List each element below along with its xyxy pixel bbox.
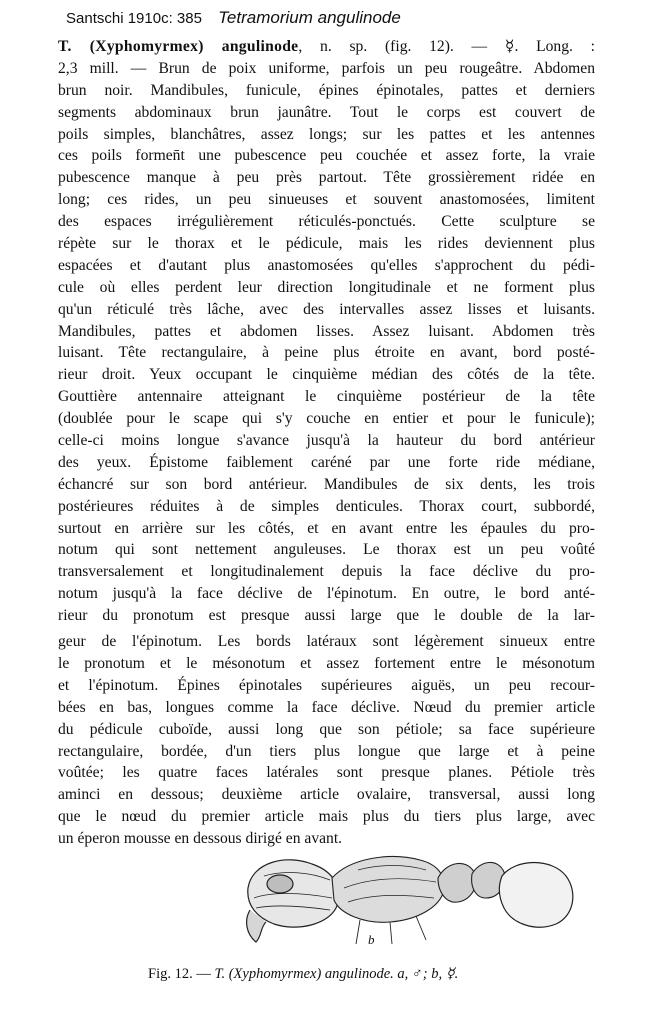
- description-line: voûtée; les quatre faces latérales sont presque planes. Pétiole très: [58, 764, 595, 782]
- description-line: postérieures réduites à de simples denticules. Thorax court, subbordé,: [58, 497, 595, 515]
- description-line: rieur droit. Yeux occupant le cinquième médian des côtés de la tête.: [58, 366, 595, 384]
- description-line: des espaces irrégulièrement réticulés-ponctués. Cette sculpture se: [58, 213, 595, 231]
- description-line: rieur du pronotum est presque aussi large que le double de la lar-: [58, 607, 595, 625]
- description-line: bées en bas, longues comme la face déclive. Nœud du premier article: [58, 698, 595, 716]
- species-description: [58, 36, 595, 850]
- description-line: le pronotum et le mésonotum et assez fortement entre le mésonotum: [58, 654, 595, 672]
- caption-species: T. (Xyphomyrmex) angulinode. a, ♂; b, ☿.: [214, 966, 459, 982]
- description-line: qu'un réticulé très lâche, avec des intervalles assez lisses et luisants.: [58, 300, 595, 318]
- figure-caption: [148, 966, 458, 983]
- caption-prefix: Fig. 12. —: [148, 966, 215, 982]
- description-line: répète sur le thorax et le pédicule, mais les rides deviennent plus: [58, 235, 595, 253]
- description-line: notum qui sont nettement anguleuses. Le thorax est un peu voûté: [58, 541, 595, 559]
- description-line: luisant. Tête rectangulaire, à peine plus étroite en avant, bord posté-: [58, 344, 595, 362]
- description-line: notum jusqu'à la face déclive de l'épinotum. En outre, le bord anté-: [58, 585, 595, 603]
- description-line: brun noir. Mandibules, funicule, épines épinotales, pattes et derniers: [58, 81, 595, 99]
- description-line: ces poils formen̄t une pubescence peu couchée et assez forte, la vraie: [58, 147, 595, 165]
- description-line: long; ces rides, un peu sinueuses et souvent anastomosées, limitent: [58, 191, 595, 209]
- description-line: rectangulaire, bordée, d'un tiers plus longue que large et à peine: [58, 742, 595, 760]
- description-line: que le nœud du premier article mais plus du tiers plus large, avec: [58, 808, 595, 826]
- ant-head: [247, 860, 339, 942]
- description-line: segments abdominaux brun jaunâtre. Tout le corps est couvert de: [58, 103, 595, 121]
- description-line: échancré sur son bord antérieur. Mandibules de six dents, les trois: [58, 475, 595, 493]
- page-header: [66, 8, 401, 28]
- description-line: aminci en dessous; deuxième article ovalaire, transversal, aussi long: [58, 786, 595, 804]
- description-line: (doublée pour le scape qui s'y couche en entier et pour le funicule);: [58, 410, 595, 428]
- ant-gaster: [499, 863, 573, 928]
- taxon-name: Tetramorium angulinode: [218, 8, 401, 27]
- description-line: Mandibules, pattes et abdomen lisses. Assez luisant. Abdomen très: [58, 322, 595, 340]
- description-lines: [58, 58, 595, 850]
- description-line: geur de l'épinotum. Les bords latéraux sont légèrement sinueux entre: [58, 633, 595, 651]
- species-name: T. (Xyphomyrmex) angulinode: [58, 38, 299, 55]
- description-line: [58, 36, 595, 58]
- description-line: pubescence manque à peu près partout. Tête grossièrement ridée en: [58, 169, 595, 187]
- description-line: celle-ci moins longue s'avance jusqu'à la hauteur du bord antérieur: [58, 432, 595, 450]
- description-line: des yeux. Épistome faiblement caréné par une forte ride médiane,: [58, 453, 595, 471]
- ant-figure: [240, 848, 580, 948]
- description-line: un éperon mousse en dessous dirigé en avant.: [58, 830, 343, 848]
- description-line: espacées et d'autant plus anastomosées qu'elles s'approchent du pédi-: [58, 256, 595, 274]
- figure-label: b: [368, 932, 375, 947]
- description-lead-rest: , n. sp. (fig. 12). — ☿. Long. :: [298, 38, 595, 55]
- description-line: du pédicule cuboïde, aussi long que son pétiole; sa face supérieure: [58, 720, 595, 738]
- description-line: surtout en arrière sur les côtés, et en avant entre les épaules du pro-: [58, 519, 595, 537]
- ant-thorax: [332, 857, 444, 944]
- description-line: Gouttière antennaire atteignant le cinquième postérieur de la tête: [58, 388, 595, 406]
- description-line: et l'épinotum. Épines épinotales supérieures aiguës, un peu recour-: [58, 676, 595, 694]
- citation: Santschi 1910c: 385: [66, 10, 202, 27]
- description-line: 2,3 mill. — Brun de poix uniforme, parfois un peu rougeâtre. Abdomen: [58, 59, 595, 77]
- description-line: poils simples, blanchâtres, assez longs; sur les pattes et les antennes: [58, 125, 595, 143]
- ant-petiole: [438, 862, 505, 902]
- description-line: transversalement et longitudinalement depuis la face déclive du pro-: [58, 563, 595, 581]
- description-line: cule où elles perdent leur direction longitudinale et ne forment plus: [58, 278, 595, 296]
